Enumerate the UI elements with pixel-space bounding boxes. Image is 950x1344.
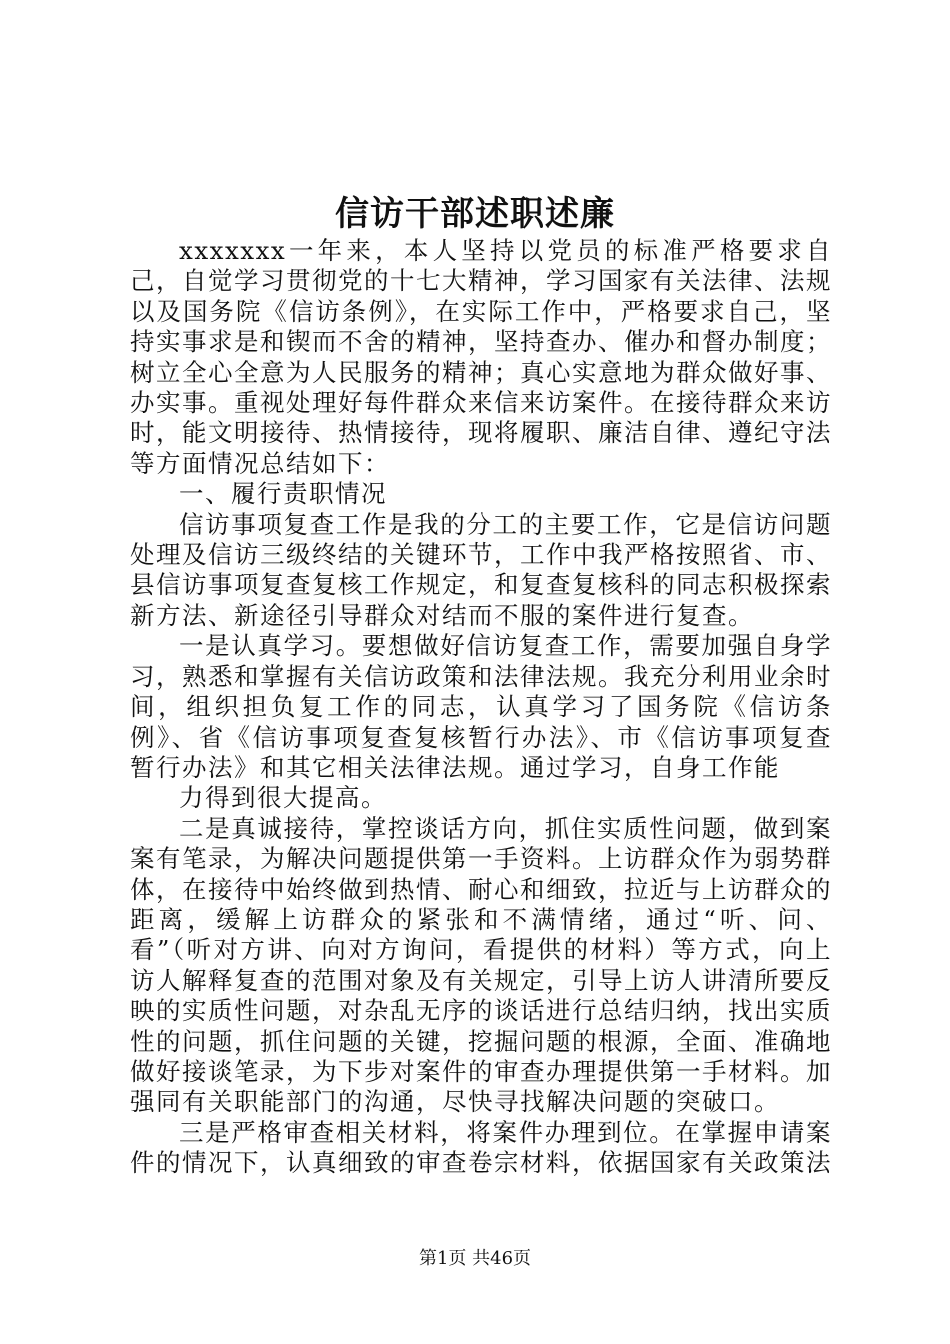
document-body <box>130 236 832 1179</box>
paragraph-review-work: 信访事项复查工作是我的分工的主要工作，它是信访问题处理及信访三级终结的关键环节，工作中我严格按照省、市、县信访事项复查复核工作规定，和复查复核科的同志积极探索新方法、新途径引导群众对结而不服的案件进行复查。 <box>130 509 832 630</box>
paragraph-study-continued: 力得到很大提高。 <box>179 783 387 813</box>
paragraph-review-materials: 三是严格审查相关材料，将案件办理到位。在掌握申请案件的情况下，认真细致的审查卷宗材料，依据国家有关政策法 <box>130 1117 832 1178</box>
paragraph-study: 一是认真学习。要想做好信访复查工作，需要加强自身学习，熟悉和掌握有关信访政策和法律法规。我充分利用业余时间，组织担负复工作的同志，认真学习了国务院《信访条例》、省《信访事项复查复核暂行办法》、市《信访事项复查暂行办法》和其它相关法律法规。通过学习，自身工作能 <box>130 631 832 782</box>
paragraph-intro: xxxxxxx一年来，本人坚持以党员的标准严格要求自己，自觉学习贯彻党的十七大精神，学习国家有关法律、法规以及国务院《信访条例》，在实际工作中，严格要求自己，坚持实事求是和锲而不舍的精神，坚持查办、催办和督办制度；树立全心全意为人民服务的精神；真心实意地为群众做好事、办实事。重视处理好每件群众来信来访案件。在接待群众来访时，能文明接待、热情接待，现将履职、廉洁自律、遵纪守法等方面情况总结如下： <box>130 236 832 478</box>
paragraph-reception: 二是真诚接待，掌控谈话方向，抓住实质性问题，做到案案有笔录，为解决问题提供第一手资料。上访群众作为弱势群体，在接待中始终做到热情、耐心和细致，拉近与上访群众的距离，缓解上访群众的紧张和不满情绪，通过“听、问、看”（听对方讲、向对方询问，看提供的材料）等方式，向上访人解释复查的范围对象及有关规定，引导上访人讲清所要反映的实质性问题，对杂乱无序的谈话进行总结归纳，找出实质性的问题，抓住问题的关键，挖掘问题的根源，全面、准确地做好接谈笔录，为下步对案件的审查办理提供第一手材料。加强同有关职能部门的沟通，尽快寻找解决问题的突破口。 <box>130 813 832 1117</box>
section-heading-duties: 一、履行责职情况 <box>179 479 387 509</box>
document-title: 信访干部述职述廉 <box>335 194 615 234</box>
page-footer: 第1页 共46页 <box>418 1248 532 1269</box>
